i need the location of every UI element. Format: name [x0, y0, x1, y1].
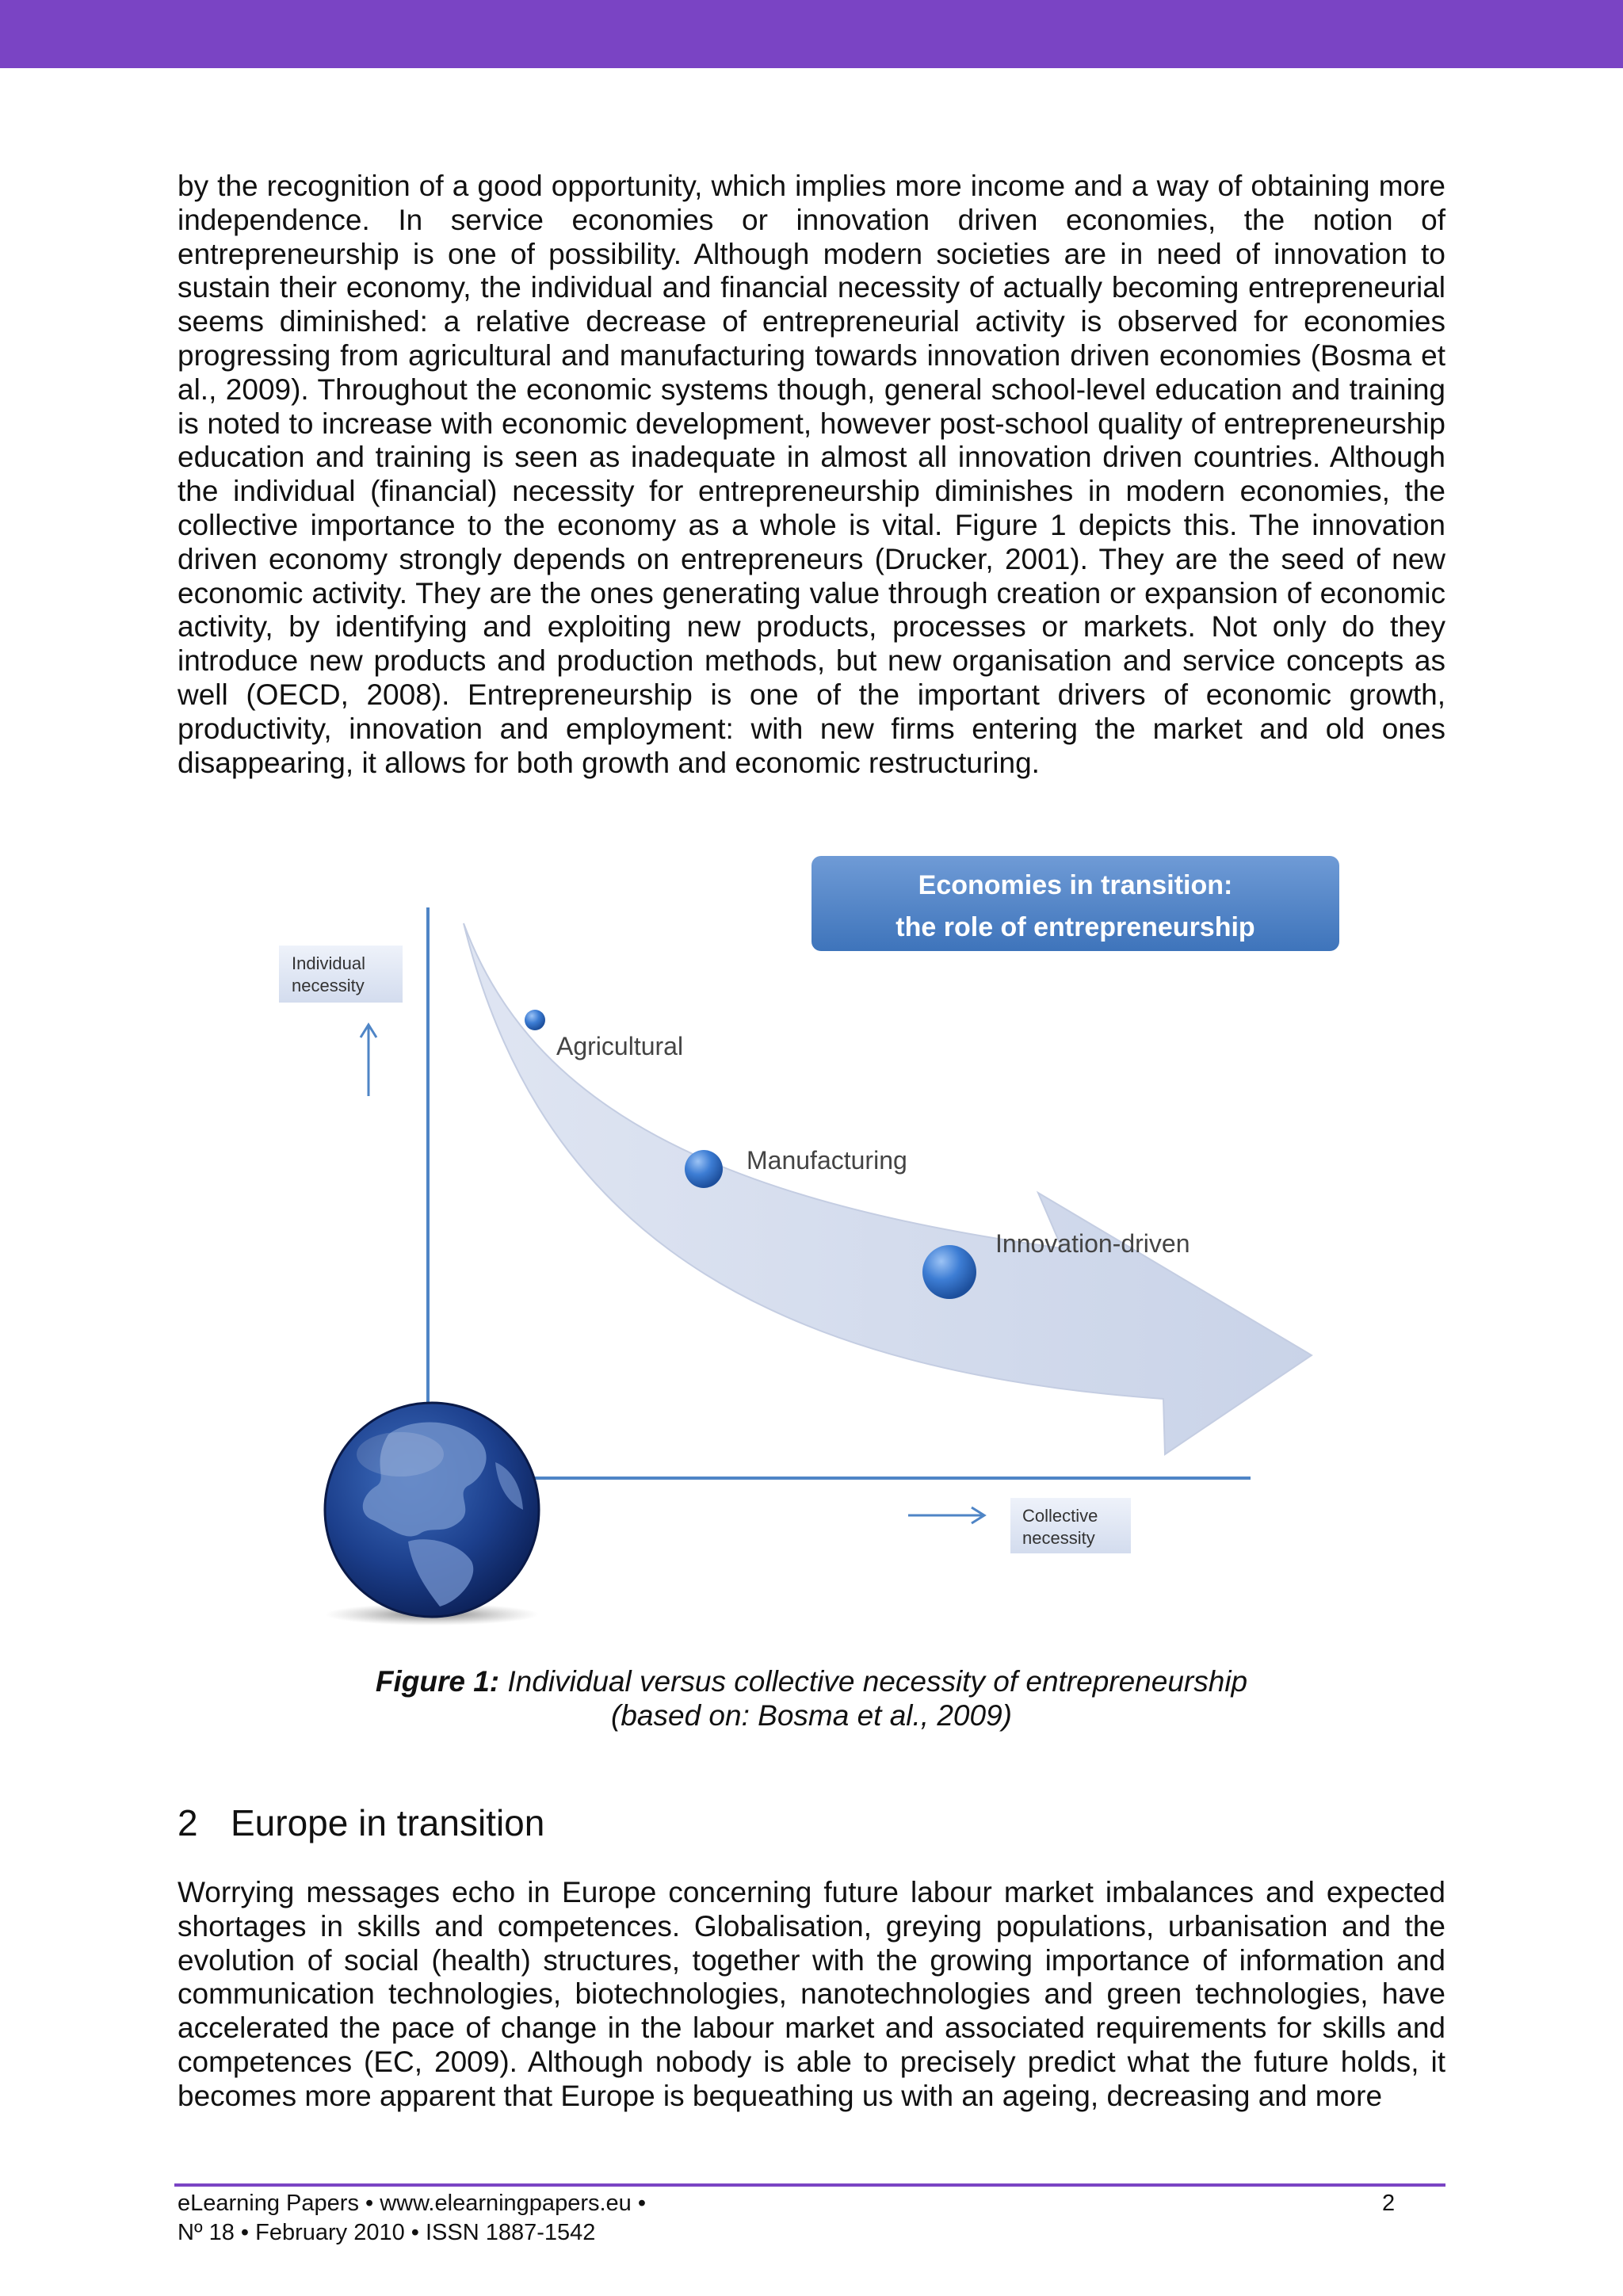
x-axis-label-line-2: necessity — [1022, 1528, 1095, 1548]
caption-label: Figure 1: — [375, 1665, 500, 1698]
caption-line-1 — [178, 1664, 1445, 1698]
footer-divider — [174, 2183, 1445, 2187]
manufacturing-dot — [685, 1150, 723, 1188]
section-heading — [178, 1801, 544, 1845]
agricultural-dot — [525, 1010, 545, 1030]
figure-title-line-1: Economies in transition: — [918, 870, 1233, 900]
section-title: Europe in transition — [231, 1802, 545, 1843]
innovation-driven-dot — [922, 1245, 976, 1299]
stage-innovation-driven-label: Innovation-driven — [995, 1229, 1190, 1258]
figure-title-line-2: the role of entrepreneurship — [896, 912, 1255, 942]
caption-text: Individual versus collective necessity of entrepreneurship — [507, 1665, 1248, 1698]
y-axis-label-line-1: Individual — [292, 953, 365, 973]
page-number: 2 — [1382, 2191, 1396, 2216]
figure-diagram — [269, 852, 1363, 1629]
section-number: 2 — [178, 1802, 198, 1843]
y-axis-label-line-2: necessity — [292, 976, 365, 995]
stage-agricultural-label: Agricultural — [556, 1032, 684, 1060]
footer-line-1: eLearning Papers • www.elearningpapers.eu • — [178, 2191, 647, 2216]
transition-arrow — [464, 923, 1312, 1454]
body-paragraph-1: by the recognition of a good opportunity, which implies more income and a way of obtaining more independence. In service economies or innovation driven economies, the notion of entrepreneurship is one of possibility. Although modern societies are in need of innovation to sustain their economy, the individual and financial necessity of actually becoming entrepreneurial seems diminished: a relative decrease of entrepreneurial activity is observed for economies progressing from agricultural and manufacturing towards innovation driven economies (Bosma et al., 2009). Throughout the economic systems though, general school-level education and training is noted to increase with economic development, however post-school quality of entrepreneurship education and training is seen as inadequate in almost all innovation driven countries. Although the individual (financial) necessity for entrepreneurship diminishes in modern economies, the collective importance to the economy as a whole is vital. Figure 1 depicts this. The innovation driven economy strongly depends on entrepreneurs (Drucker, 2001). They are the seed of new economic activity. They are the ones generating value through creation or expansion of economic activity, by identifying and exploiting new products, processes or markets. Not only do they introduce new products and production methods, but new organisation and service concepts as well (OECD, 2008). Entrepreneurship is one of the important drivers of economic growth, productivity, innovation and employment: with new firms entering the market and old ones disappearing, it allows for both growth and economic restructuring. — [178, 170, 1445, 779]
caption-source: (based on: Bosma et al., 2009) — [611, 1699, 1012, 1732]
globe-icon — [325, 1403, 539, 1626]
stage-manufacturing-label: Manufacturing — [747, 1146, 907, 1175]
footer-line-2: Nº 18 • February 2010 • ISSN 1887-1542 — [178, 2220, 596, 2245]
x-axis-label-line-1: Collective — [1022, 1506, 1098, 1526]
figure-1 — [269, 852, 1363, 1629]
top-color-band — [0, 0, 1623, 68]
figure-caption — [178, 1664, 1445, 1733]
body-paragraph-2: Worrying messages echo in Europe concerning future labour market imbalances and expected shortages in skills and competences. Globalisation, greying populations, urbanisation and the evolution of social (health) structures, together with the growing importance of information and communication technologies, biotechnologies, nanotechnologies and green technologies, have accelerated the pace of change in the labour market and associated requirements for skills and competences (EC, 2009). Although nobody is able to precisely predict what the future holds, it becomes more apparent that Europe is bequeathing us with an ageing, decreasing and more — [178, 1876, 1445, 2112]
